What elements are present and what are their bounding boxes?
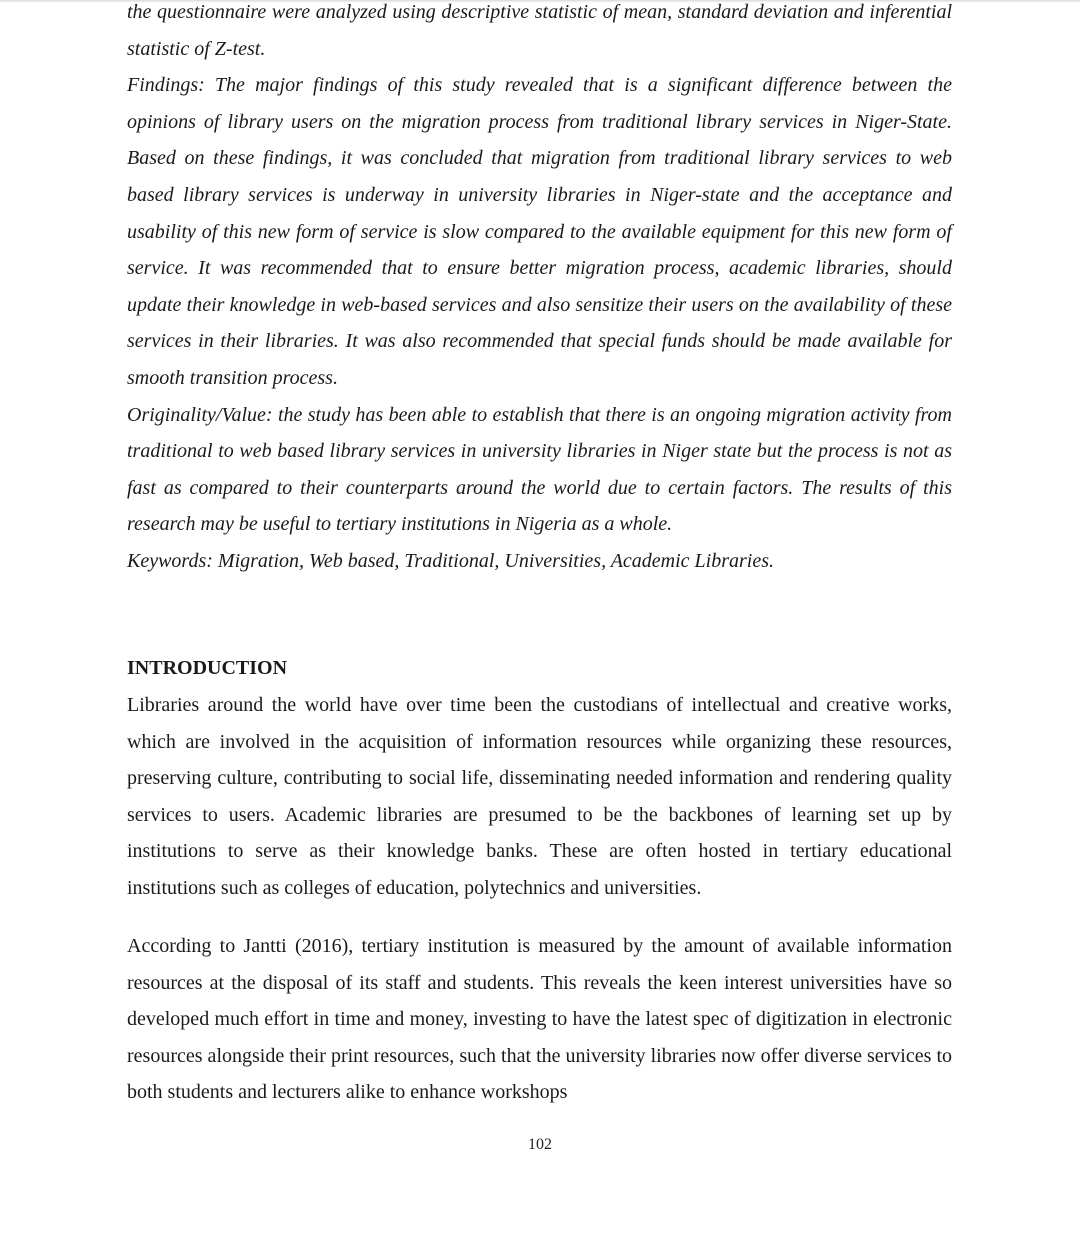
- abstract-keywords: Keywords: Migration, Web based, Traditional, Universities, Academic Libraries.: [127, 549, 775, 572]
- page-number: 102: [528, 1136, 552, 1153]
- abstract-methods-tail: the questionnaire were analyzed using descriptive statistic of mean, standard deviation and inferential statistic of Z-test.: [127, 1, 952, 60]
- document-page: [127, 0, 952, 1103]
- introduction-paragraph-2: According to Jantti (2016), tertiary institution is measured by the amount of available information resources at the disposal of its staff and students. This reveals the keen interest universities have so developed much effort in time and money, investing to have the latest spec of digitization in electronic resources alongside their print resources, such that the university libraries now offer diverse services to both students and lecturers alike to enhance workshops: [127, 935, 952, 1103]
- introduction-body: [127, 687, 952, 1111]
- introduction-paragraph-1: Libraries around the world have over time been the custodians of intellectual and creative works, which are involved in the acquisition of information resources while organizing these resources, preserving culture, contributing to social life, disseminating needed information and rendering quality services to users. Academic libraries are presumed to be the backbones of learning set up by institutions to serve as their knowledge banks. These are often hosted in tertiary educational institutions such as colleges of education, polytechnics and universities.: [127, 694, 952, 899]
- abstract-section: [127, 0, 952, 580]
- introduction-heading: INTRODUCTION: [127, 657, 288, 679]
- abstract-findings: Findings: The major findings of this study revealed that is a significant difference between the opinions of library users on the migration process from traditional library services in Niger-State. Based on these findings, it was concluded that migration from traditional library services to web based library services is underway in university libraries in Niger-state and the acceptance and usability of this new form of service is slow compared to the available equipment for this new form of service. It was recommended that to ensure better migration process, academic libraries, should update their knowledge in web-based services and also sensitize their users on the availability of these services in their libraries. It was also recommended that special funds should be made available for smooth transition process.: [127, 74, 952, 389]
- abstract-originality: Originality/Value: the study has been able to establish that there is an ongoing migration activity from traditional to web based library services in university libraries in Niger state but the process is not as fast as compared to their counterparts around the world due to certain factors. The results of this research may be useful to tertiary institutions in Nigeria as a whole.: [127, 403, 952, 536]
